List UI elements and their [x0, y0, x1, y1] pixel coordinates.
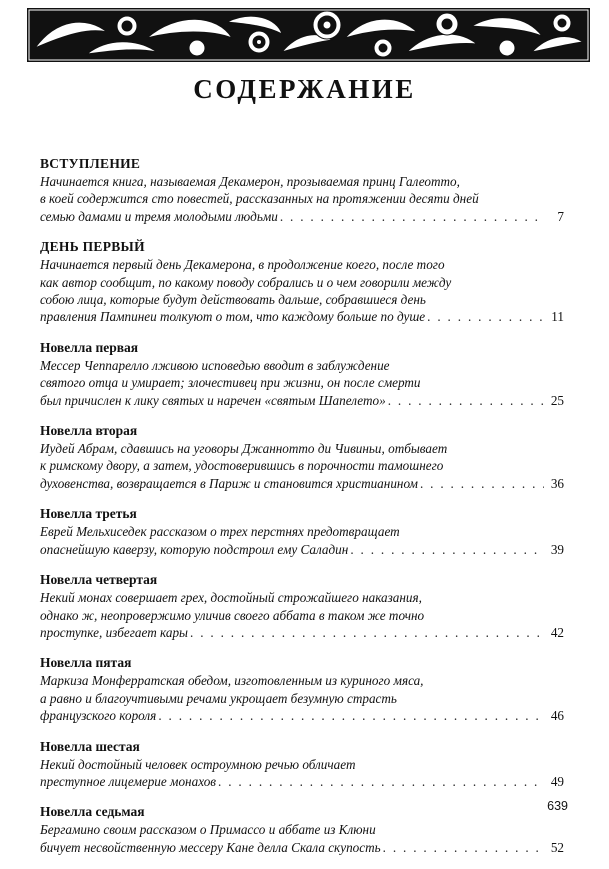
toc-entry — [40, 505, 564, 558]
toc-entry-last-line — [40, 839, 564, 856]
dot-leader — [218, 773, 544, 790]
page-number: 639 — [547, 799, 568, 813]
dot-leader — [383, 839, 544, 856]
dot-leader — [280, 208, 544, 225]
toc-entry — [40, 238, 564, 326]
toc-entry-page-number: 25 — [550, 392, 564, 408]
toc-entry-description-line: собою лица, которые будут действовать дальше, собравшиеся день — [40, 292, 426, 308]
dot-leader — [350, 541, 544, 558]
toc-entry-last-line — [40, 308, 564, 325]
toc-entry-heading: ВСТУПЛЕНИЕ — [40, 156, 141, 171]
toc-entry — [40, 339, 564, 409]
toc-entry-page-number: 42 — [550, 624, 564, 640]
toc-entry-description-line: преступное лицемерие монахов — [40, 773, 217, 789]
toc-entry-last-line — [40, 208, 564, 225]
toc-entry-description-line: правления Пампинеи толкуют о том, что каждому больше по душе — [40, 309, 426, 325]
toc-entry-description-line: а равно и благоучтивыми речами укрощает безумную страсть — [40, 690, 397, 706]
toc-entry-description-line: однако ж, неопровержимо уличив своего аббата в таком же точно — [40, 607, 425, 623]
toc-entry-heading: Новелла третья — [40, 506, 137, 522]
toc-entry-description-line: Начинается первый день Декамерона, в продолжение коего, после того — [40, 257, 445, 273]
table-of-contents — [40, 155, 564, 869]
toc-entry-description-line: Еврей Мельхиседек рассказом о трех перстнях предотвращает — [40, 524, 400, 540]
decorative-floral-header — [27, 8, 590, 62]
toc-entry-last-line — [40, 541, 564, 558]
toc-entry — [40, 803, 564, 856]
toc-entry-heading: Новелла седьмая — [40, 804, 145, 820]
toc-entry-description-line: бичует несвойственную мессеру Кане делла Скала скупость — [40, 839, 381, 855]
toc-entry-description-line: Начинается книга, называемая Декамерон, прозываемая принц Галеотто, — [40, 174, 460, 189]
toc-entry — [40, 571, 564, 641]
dot-leader — [420, 475, 544, 492]
toc-entry-description-line: Мессер Чеппарелло лживою исповедью вводит в заблуждение — [40, 357, 390, 373]
toc-entry-description-line: Некий достойный человек остроумною речью обличает — [40, 756, 356, 772]
toc-entry — [40, 422, 564, 492]
toc-entry-description-line: к римскому двору, а затем, удостоверившись в порочности тамошнего — [40, 458, 444, 474]
toc-entry-page-number: 7 — [557, 208, 564, 224]
toc-entry-last-line — [40, 707, 564, 724]
toc-entry-page-number: 39 — [550, 541, 564, 557]
toc-entry-heading: Новелла пятая — [40, 655, 132, 671]
toc-entry-description-line: опаснейшую каверзу, которую подстроил ему Саладин — [40, 541, 349, 557]
dot-leader — [158, 707, 544, 724]
toc-entry-description-line: семью дамами и тремя молодыми людьми — [40, 208, 278, 224]
toc-entry-description-line: проступке, избегает кары — [40, 624, 188, 640]
dot-leader — [427, 308, 544, 325]
toc-entry-description-line: Иудей Абрам, сдавшись на уговоры Джаннотто ди Чивиньи, отбывает — [40, 441, 448, 457]
toc-entry — [40, 738, 564, 791]
toc-entry-description-line: Маркиза Монферратская обедом, изготовленным из куриного мяса, — [40, 673, 424, 689]
dot-leader — [388, 392, 544, 409]
toc-entry-heading: Новелла четвертая — [40, 572, 158, 588]
toc-entry-description-line: Некий монах совершает грех, достойный строжайшего наказания, — [40, 590, 422, 606]
toc-entry-page-number: 52 — [550, 839, 564, 855]
toc-entry-page-number: 11 — [551, 309, 564, 325]
toc-entry-last-line — [40, 392, 564, 409]
toc-entry-last-line — [40, 475, 564, 492]
toc-entry — [40, 654, 564, 724]
toc-entry-description-line: духовенства, возвращается в Париж и становится христианином — [40, 475, 418, 491]
toc-entry-heading: Новелла первая — [40, 339, 139, 355]
toc-entry-heading: Новелла шестая — [40, 738, 140, 754]
toc-entry-description-line: в коей содержится сто повестей, рассказанных на протяжении десяти дней — [40, 191, 479, 207]
toc-entry-page-number: 46 — [550, 708, 564, 724]
toc-entry-description-line: как автор сообщит, по какому поводу собрались и о чем говорили между — [40, 274, 452, 290]
toc-entry-last-line — [40, 773, 564, 790]
toc-entry-page-number: 49 — [550, 773, 564, 789]
toc-entry-last-line — [40, 624, 564, 641]
toc-entry-heading: ДЕНЬ ПЕРВЫЙ — [40, 239, 145, 255]
toc-entry — [40, 155, 564, 225]
dot-leader — [190, 624, 544, 641]
toc-entry-page-number: 36 — [550, 475, 564, 491]
toc-entry-description-line: Бергамино своим рассказом о Примассо и аббате из Клюни — [40, 822, 376, 838]
toc-entry-description-line: святого отца и умирает; злочестивец при жизни, он после смерти — [40, 375, 421, 391]
toc-entry-heading: Новелла вторая — [40, 423, 138, 439]
page-title: СОДЕРЖАНИЕ — [193, 74, 416, 104]
toc-entry-description-line: был причислен к лику святых и наречен «святым Шапелето» — [40, 392, 386, 408]
toc-entry-description-line: французского короля — [40, 708, 157, 724]
